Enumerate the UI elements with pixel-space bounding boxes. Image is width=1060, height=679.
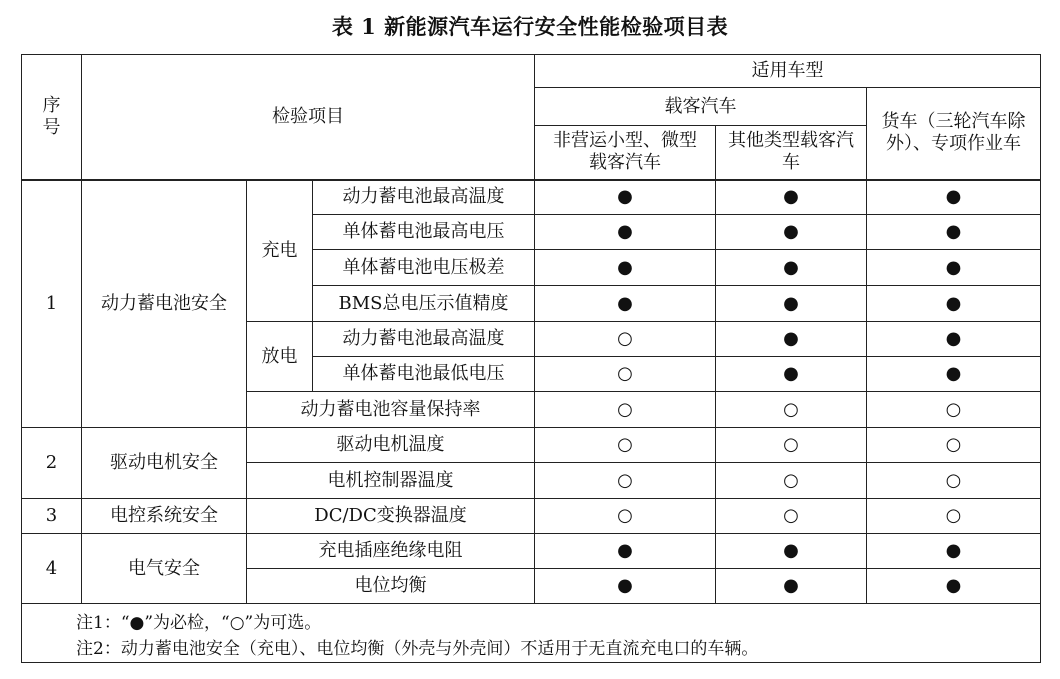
header-passenger: 载客汽车 xyxy=(535,88,867,126)
item-cell: 单体蓄电池最低电压 xyxy=(313,357,535,392)
item-cell: 驱动电机温度 xyxy=(247,428,535,463)
mark-cell: ● xyxy=(716,215,867,250)
header-row xyxy=(22,55,1041,88)
mark-cell: ● xyxy=(867,322,1041,357)
mark-cell: ● xyxy=(867,250,1041,286)
category-cell: 动力蓄电池安全 xyxy=(82,180,247,428)
item-cell: 动力蓄电池容量保持率 xyxy=(247,392,535,428)
header-applicable: 适用车型 xyxy=(535,55,1041,88)
inspection-table xyxy=(21,54,1041,663)
subcategory-cell: 放电 xyxy=(247,322,313,392)
mark-cell: ● xyxy=(867,357,1041,392)
seq-cell: 4 xyxy=(22,534,82,604)
mark-cell: ● xyxy=(716,180,867,215)
item-cell: DC/DC变换器温度 xyxy=(247,499,535,534)
mark-cell: ○ xyxy=(867,428,1041,463)
item-cell: 动力蓄电池最高温度 xyxy=(313,180,535,215)
table-row xyxy=(22,428,1041,463)
seq-cell: 1 xyxy=(22,180,82,428)
mark-cell: ● xyxy=(716,534,867,569)
mark-cell: ○ xyxy=(535,463,716,499)
note-2: 注2：动力蓄电池安全（充电）、电位均衡（外壳与外壳间）不适用于无直流充电口的车辆。 xyxy=(76,639,759,659)
table-row xyxy=(22,180,1041,215)
table-title: 表 1 新能源汽车运行安全性能检验项目表 xyxy=(331,14,729,39)
mark-cell: ○ xyxy=(535,322,716,357)
mark-cell: ● xyxy=(867,215,1041,250)
item-cell: 动力蓄电池最高温度 xyxy=(313,322,535,357)
mark-cell: ○ xyxy=(716,428,867,463)
mark-cell: ○ xyxy=(716,463,867,499)
mark-cell: ○ xyxy=(716,499,867,534)
header-truck: 货车（三轮汽车除外）、专项作业车 xyxy=(867,88,1041,180)
notes-row xyxy=(22,604,1041,663)
mark-cell: ● xyxy=(716,322,867,357)
mark-cell: ● xyxy=(535,569,716,604)
header-other-passenger: 其他类型载客汽车 xyxy=(716,126,867,180)
mark-cell: ○ xyxy=(867,392,1041,428)
item-cell: 电位均衡 xyxy=(247,569,535,604)
mark-cell: ● xyxy=(716,250,867,286)
category-cell: 电控系统安全 xyxy=(82,499,247,534)
item-cell: 充电插座绝缘电阻 xyxy=(247,534,535,569)
mark-cell: ● xyxy=(535,534,716,569)
mark-cell: ● xyxy=(867,180,1041,215)
mark-cell: ○ xyxy=(535,499,716,534)
mark-cell: ● xyxy=(535,250,716,286)
mark-cell: ● xyxy=(716,286,867,322)
mark-cell: ○ xyxy=(867,463,1041,499)
mark-cell: ○ xyxy=(867,499,1041,534)
notes-cell xyxy=(22,604,1041,663)
mark-cell: ● xyxy=(716,569,867,604)
item-cell: 电机控制器温度 xyxy=(247,463,535,499)
mark-cell: ● xyxy=(867,569,1041,604)
header-seq: 序号 xyxy=(22,55,82,180)
category-cell: 驱动电机安全 xyxy=(82,428,247,499)
mark-cell: ● xyxy=(535,286,716,322)
item-cell: 单体蓄电池最高电压 xyxy=(313,215,535,250)
mark-cell: ○ xyxy=(535,357,716,392)
category-cell: 电气安全 xyxy=(82,534,247,604)
mark-cell: ● xyxy=(716,357,867,392)
item-cell: BMS总电压示值精度 xyxy=(313,286,535,322)
seq-cell: 2 xyxy=(22,428,82,499)
mark-cell: ● xyxy=(867,286,1041,322)
note-1: 注1：“●”为必检，“○”为可选。 xyxy=(76,613,322,633)
seq-cell: 3 xyxy=(22,499,82,534)
mark-cell: ○ xyxy=(535,428,716,463)
table-row xyxy=(22,499,1041,534)
header-non-operating: 非营运小型、微型载客汽车 xyxy=(535,126,716,180)
header-item: 检验项目 xyxy=(82,55,535,180)
mark-cell: ● xyxy=(535,215,716,250)
mark-cell: ● xyxy=(867,534,1041,569)
subcategory-cell: 充电 xyxy=(247,180,313,322)
mark-cell: ● xyxy=(535,180,716,215)
table-row xyxy=(22,534,1041,569)
item-cell: 单体蓄电池电压极差 xyxy=(313,250,535,286)
mark-cell: ○ xyxy=(535,392,716,428)
mark-cell: ○ xyxy=(716,392,867,428)
